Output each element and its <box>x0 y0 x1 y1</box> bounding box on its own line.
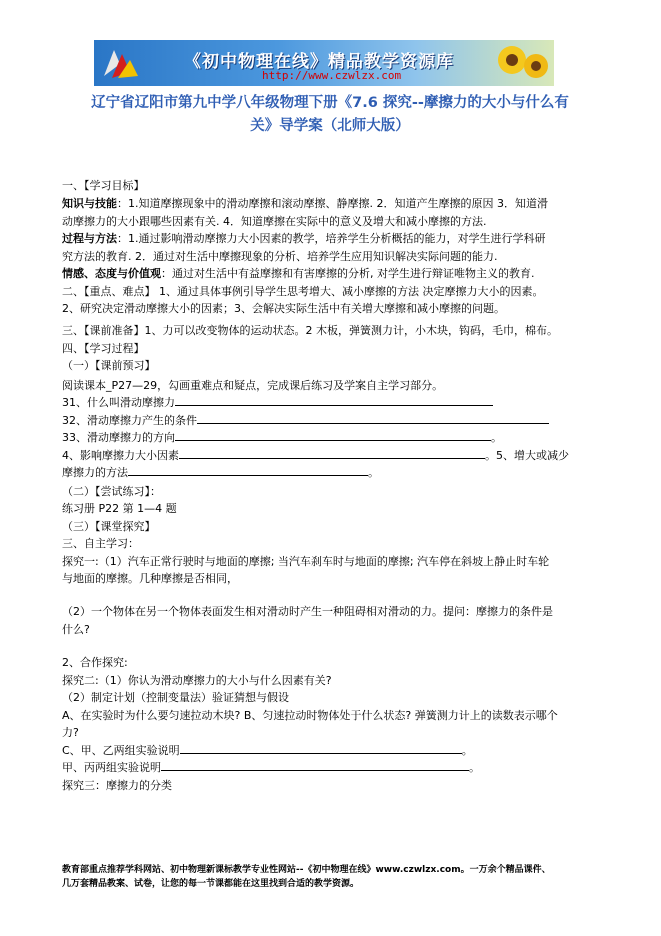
inquiry-two-question: A、在实验时为什么要匀速拉动木块? B、匀速拉动时物体处于什么状态? 弹簧测力计上的读数表示哪个 <box>62 709 558 722</box>
answer-blank-33[interactable] <box>175 429 491 441</box>
objective-attitude-text: ：通过对生活中有益摩擦和有害摩擦的分析, 对学生进行辩证唯物主义的教育. <box>161 267 535 280</box>
question-33-text: 33、滑动摩擦力的方向 <box>62 431 175 444</box>
answer-blank-4[interactable] <box>179 447 485 459</box>
question-32 <box>62 412 549 430</box>
cooperation-heading: 2、合作探究: <box>62 656 128 669</box>
question-31-text: 31、什么叫滑动摩擦力 <box>62 396 175 409</box>
inquiry-two-plan: （2）制定计划（控制变量法）验证猜想与假设 <box>62 691 289 704</box>
inquiry-two: 探究二:（1）你认为滑动摩擦力的大小与什么因素有关? <box>62 674 332 687</box>
objective-attitude <box>62 265 535 283</box>
document-title-line-2: 关》导学案（北师大版） <box>250 118 410 134</box>
inquiry-one-part2-cont: 什么? <box>62 623 90 636</box>
page-footer <box>62 863 551 891</box>
answer-blank-31[interactable] <box>175 394 493 406</box>
objective-knowledge-label: 知识与技能 <box>62 197 117 210</box>
practice-assignment: 练习册 P22 第 1—4 题 <box>62 502 177 515</box>
answer-blank-5[interactable] <box>128 464 368 476</box>
question-5-text: 。5、增大或减少 <box>485 449 569 462</box>
question-4 <box>62 447 569 465</box>
footer-line-2: 几万套精品教案、试卷，让您的每一节课都能在这里找到合适的教学资源。 <box>62 879 360 889</box>
answer-blank-jia-yi[interactable] <box>180 742 462 754</box>
answer-blank-32[interactable] <box>197 412 549 424</box>
section-objectives-heading: 一、【学习目标】 <box>62 179 145 192</box>
header-banner <box>94 40 554 86</box>
question-33: 33、滑动摩擦力的方向 。 <box>62 431 502 444</box>
subsection-preview: （一）【课前预习】 <box>62 359 156 372</box>
question-32-text: 32、滑动摩擦力产生的条件 <box>62 414 197 427</box>
objective-knowledge-text: ：1.知道摩擦现象中的滑动摩擦和滚动摩擦、静摩擦. 2．知道产生摩擦的原因 3．知道滑 <box>117 197 548 210</box>
question-5: 摩擦力的方法 。 <box>62 466 379 479</box>
document-title-line-1: 辽宁省辽阳市第九中学八年级物理下册《7.6 探究--摩擦力的大小与什么有 <box>91 95 569 111</box>
subsection-practice: （二）【尝试练习】： <box>62 485 161 498</box>
subsection-classroom: （三）【课堂探究】 <box>62 520 156 533</box>
experiment-jia-yi-text: C、甲、乙两组实验说明 <box>62 744 180 757</box>
inquiry-one-cont: 与地面的摩擦。几种摩擦是否相同， <box>62 572 238 585</box>
objective-process-text: ：1.通过影响滑动摩擦力大小因素的教学，培养学生分析概括的能力，对学生进行学科研 <box>117 232 546 245</box>
experiment-jia-bing: 甲、丙两组实验说明 。 <box>62 761 480 774</box>
section-key-points: 二、【重点、难点】 1、通过具体事例引导学生思考增大、减小摩擦的方法 决定摩擦力大小的因素。 <box>62 285 544 298</box>
banner-url: http://www.czwlzx.com <box>262 69 402 82</box>
inquiry-three: 探究三：摩擦力的分类 <box>62 779 172 792</box>
answer-blank-jia-bing[interactable] <box>161 759 469 771</box>
section-learning-process: 四、【学习过程】 <box>62 342 145 355</box>
preview-instructions: 阅读课本_P27—29，勾画重难点和疑点，完成课后练习及学案自主学习部分。 <box>62 379 444 392</box>
sunflower-image <box>492 42 550 84</box>
footer-line-1: 教育部重点推荐学科网站、初中物理新课标教学专业性网站--《初中物理在线》www.czwlzx.com。一万余个精品课件、 <box>62 865 551 875</box>
objective-attitude-label: 情感、态度与价值观 <box>62 267 161 280</box>
key-points-cont: 2、研究决定滑动摩擦大小的因素；3、会解决实际生活中有关增大摩擦和减小摩擦的问题。 <box>62 302 505 315</box>
inquiry-one: 探究一:（1）汽车正常行驶时与地面的摩擦; 当汽车刹车时与地面的摩擦; 汽车停在斜坡上静止时车轮 <box>62 555 550 568</box>
objective-knowledge <box>62 195 548 213</box>
question-4-text: 4、影响摩擦力大小因素 <box>62 449 179 462</box>
site-logo <box>100 46 140 82</box>
self-study-heading: 三、自主学习： <box>62 537 139 550</box>
experiment-jia-yi: C、甲、乙两组实验说明 。 <box>62 744 473 757</box>
section-preparation: 三、【课前准备】1、力可以改变物体的运动状态。2 木板，弹簧测力计，小木块，钩码，毛巾，棉布。 <box>62 324 558 337</box>
objective-process-cont: 究方法的教育. 2．通过对生活中摩擦现象的分析、培养学生应用知识解决实际问题的能力. <box>62 250 498 263</box>
question-31 <box>62 394 493 412</box>
objective-process <box>62 230 546 248</box>
banner-title: 《初中物理在线》精品教学资源库 <box>184 52 454 72</box>
objective-process-label: 过程与方法 <box>62 232 117 245</box>
inquiry-two-question-cont: 力? <box>62 726 79 739</box>
experiment-jia-bing-text: 甲、丙两组实验说明 <box>62 761 161 774</box>
objective-knowledge-cont: 动摩擦力的大小跟哪些因素有关. 4．知道摩擦在实际中的意义及增大和减小摩擦的方法. <box>62 215 487 228</box>
inquiry-one-part2: （2）一个物体在另一个物体表面发生相对滑动时产生一种阻碍相对滑动的力。提问：摩擦力的条件是 <box>62 605 553 618</box>
question-5-cont: 摩擦力的方法 <box>62 466 128 479</box>
